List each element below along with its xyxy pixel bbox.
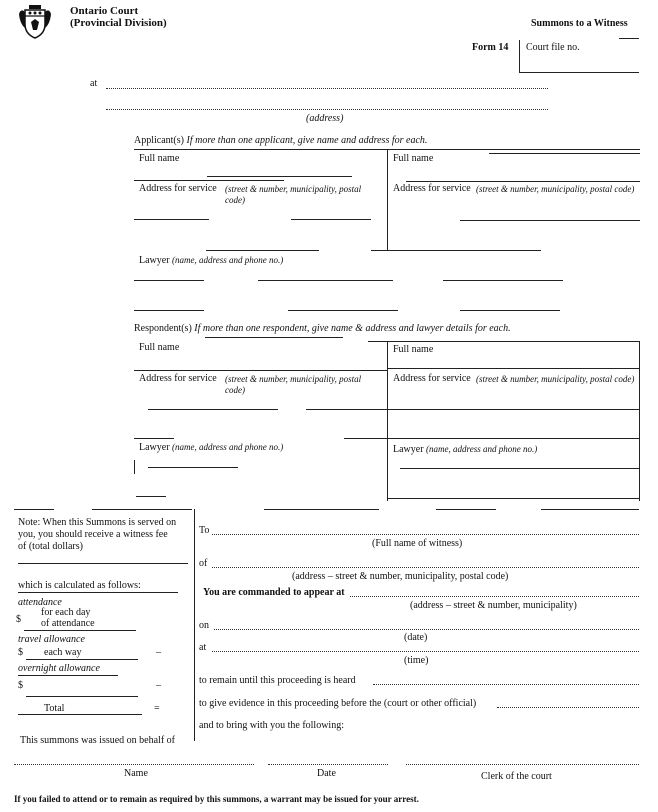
overnight-dollar: $ [18,680,23,691]
court-official-field[interactable] [497,707,639,708]
respondent-2-address-label: Address for service [393,373,471,384]
at-label: at [90,78,98,89]
total-equals: = [154,703,160,714]
respondent-full-name-label: Full name [139,342,180,353]
applicant-2-address-hint: (street & number, municipality, postal code) [476,184,635,194]
appear-time-field[interactable] [212,651,639,652]
attendance-amount-field[interactable] [24,620,40,630]
remain-label: to remain until this proceeding is heard [199,675,356,686]
witness-address-caption: (address – street & number, municipality, postal code) [292,571,509,582]
arrest-warning: If you failed to attend or to remain as required by this summons, a warrant may be issued for your arrest. [14,794,419,804]
attendance-label: attendance [18,597,62,608]
appear-date-field[interactable] [214,629,639,630]
date-sig-caption: Date [317,768,336,779]
court-file-number-field[interactable] [521,50,639,72]
overnight-amount-field[interactable] [26,684,138,696]
commanded-label: You are commanded to appear at [203,587,345,598]
travel-label: travel allowance [18,634,85,645]
witness-fee-total-field[interactable] [18,553,188,563]
respondent-2-address-field[interactable] [390,396,636,432]
name-caption: Name [124,768,148,779]
of-label: of [199,558,208,569]
applicant-lawyer-label: Lawyer (name, address and phone no.) [139,255,284,266]
respondent-address-label: Address for service [139,373,217,384]
at-time-label: at [199,642,207,653]
overnight-label: overnight allowance [18,663,100,674]
witness-name-field[interactable] [212,534,639,535]
give-evidence-label: to give evidence in this proceeding before the (court or other official) [199,698,477,709]
clerk-caption: Clerk of the court [481,771,552,782]
ontario-coat-of-arms-icon [16,4,54,40]
travel-dash: – [156,647,161,658]
each-day-label-1: for each day [41,607,91,618]
calculated-as-follows: which is calculated as follows: [18,580,141,591]
fee-note-line1: Note: When this Summons is served on [18,517,177,528]
respondent-2-address-hint: (street & number, municipality, postal code) [476,374,635,384]
applicant-full-name-label: Full name [139,153,180,164]
time-caption: (time) [404,655,429,666]
appear-address-caption: (address – street & number, municipality) [410,600,577,611]
attendance-dollar: $ [16,614,21,625]
date-caption: (date) [404,632,428,643]
form-title: Summons to a Witness [531,18,628,29]
fee-note-line2: you, you should receive a witness fee [18,529,168,540]
fee-note-line3: of (total dollars) [18,541,83,552]
clerk-signature-field[interactable] [406,764,639,765]
each-way-label: each way [44,647,82,658]
respondent-address-hint: (street & number, municipality, postal code) [225,374,362,395]
appear-address-field[interactable] [350,596,639,597]
applicant-2-address-field[interactable] [390,205,638,245]
applicant-full-name-field[interactable] [136,162,384,180]
respondent-2-lawyer-field[interactable] [390,458,636,496]
bring-label: and to bring with you the following: [199,720,344,731]
issued-on-behalf: This summons was issued on behalf of [20,735,175,746]
travel-dollar: $ [18,647,23,658]
to-label: To [199,525,210,536]
respondent-lawyer-label: Lawyer (name, address and phone no.) [139,442,284,453]
applicant-address-hint: (street & number, municipality, postal code) [225,184,362,205]
respondent-2-lawyer-label: Lawyer (name, address and phone no.) [393,444,538,455]
applicant-address-field[interactable] [136,205,384,245]
items-to-bring-field[interactable] [199,732,639,742]
court-division: (Provincial Division) [70,17,167,29]
address-caption: (address) [306,113,344,124]
form-number: Form 14 [472,42,509,53]
court-name: Ontario Court [70,5,139,17]
respondent-lawyer-field[interactable] [136,456,384,496]
applicant-2-full-name-field[interactable] [390,162,638,180]
applicants-heading: Applicant(s) If more than one applicant, give name and address for each. [134,135,428,146]
court-address-field[interactable] [106,109,548,110]
witness-name-caption: (Full name of witness) [372,538,463,549]
applicant-2-address-label: Address for service [393,183,471,194]
respondent-2-full-name-label: Full name [393,344,434,355]
remain-field[interactable] [373,684,639,685]
on-label: on [199,620,209,631]
respondent-address-field[interactable] [136,396,384,436]
applicant-address-label: Address for service [139,183,217,194]
overnight-dash: – [156,680,161,691]
court-location-field[interactable] [106,88,548,89]
travel-amount-field[interactable] [26,650,42,658]
respondents-heading: Respondent(s) If more than one respondent, give name & address and lawyer details for each. [134,323,511,334]
each-day-label-2: of attendance [41,618,95,629]
applicant-lawyer-field[interactable] [136,266,636,308]
date-signature-field[interactable] [268,764,388,765]
name-signature-field[interactable] [14,764,254,765]
witness-address-field[interactable] [212,567,639,568]
court-file-label: Court file no. [526,42,580,53]
applicant-full-name-label-2: Full name [393,153,434,164]
respondent-full-name-field[interactable] [136,354,384,370]
total-label: Total [44,703,65,714]
